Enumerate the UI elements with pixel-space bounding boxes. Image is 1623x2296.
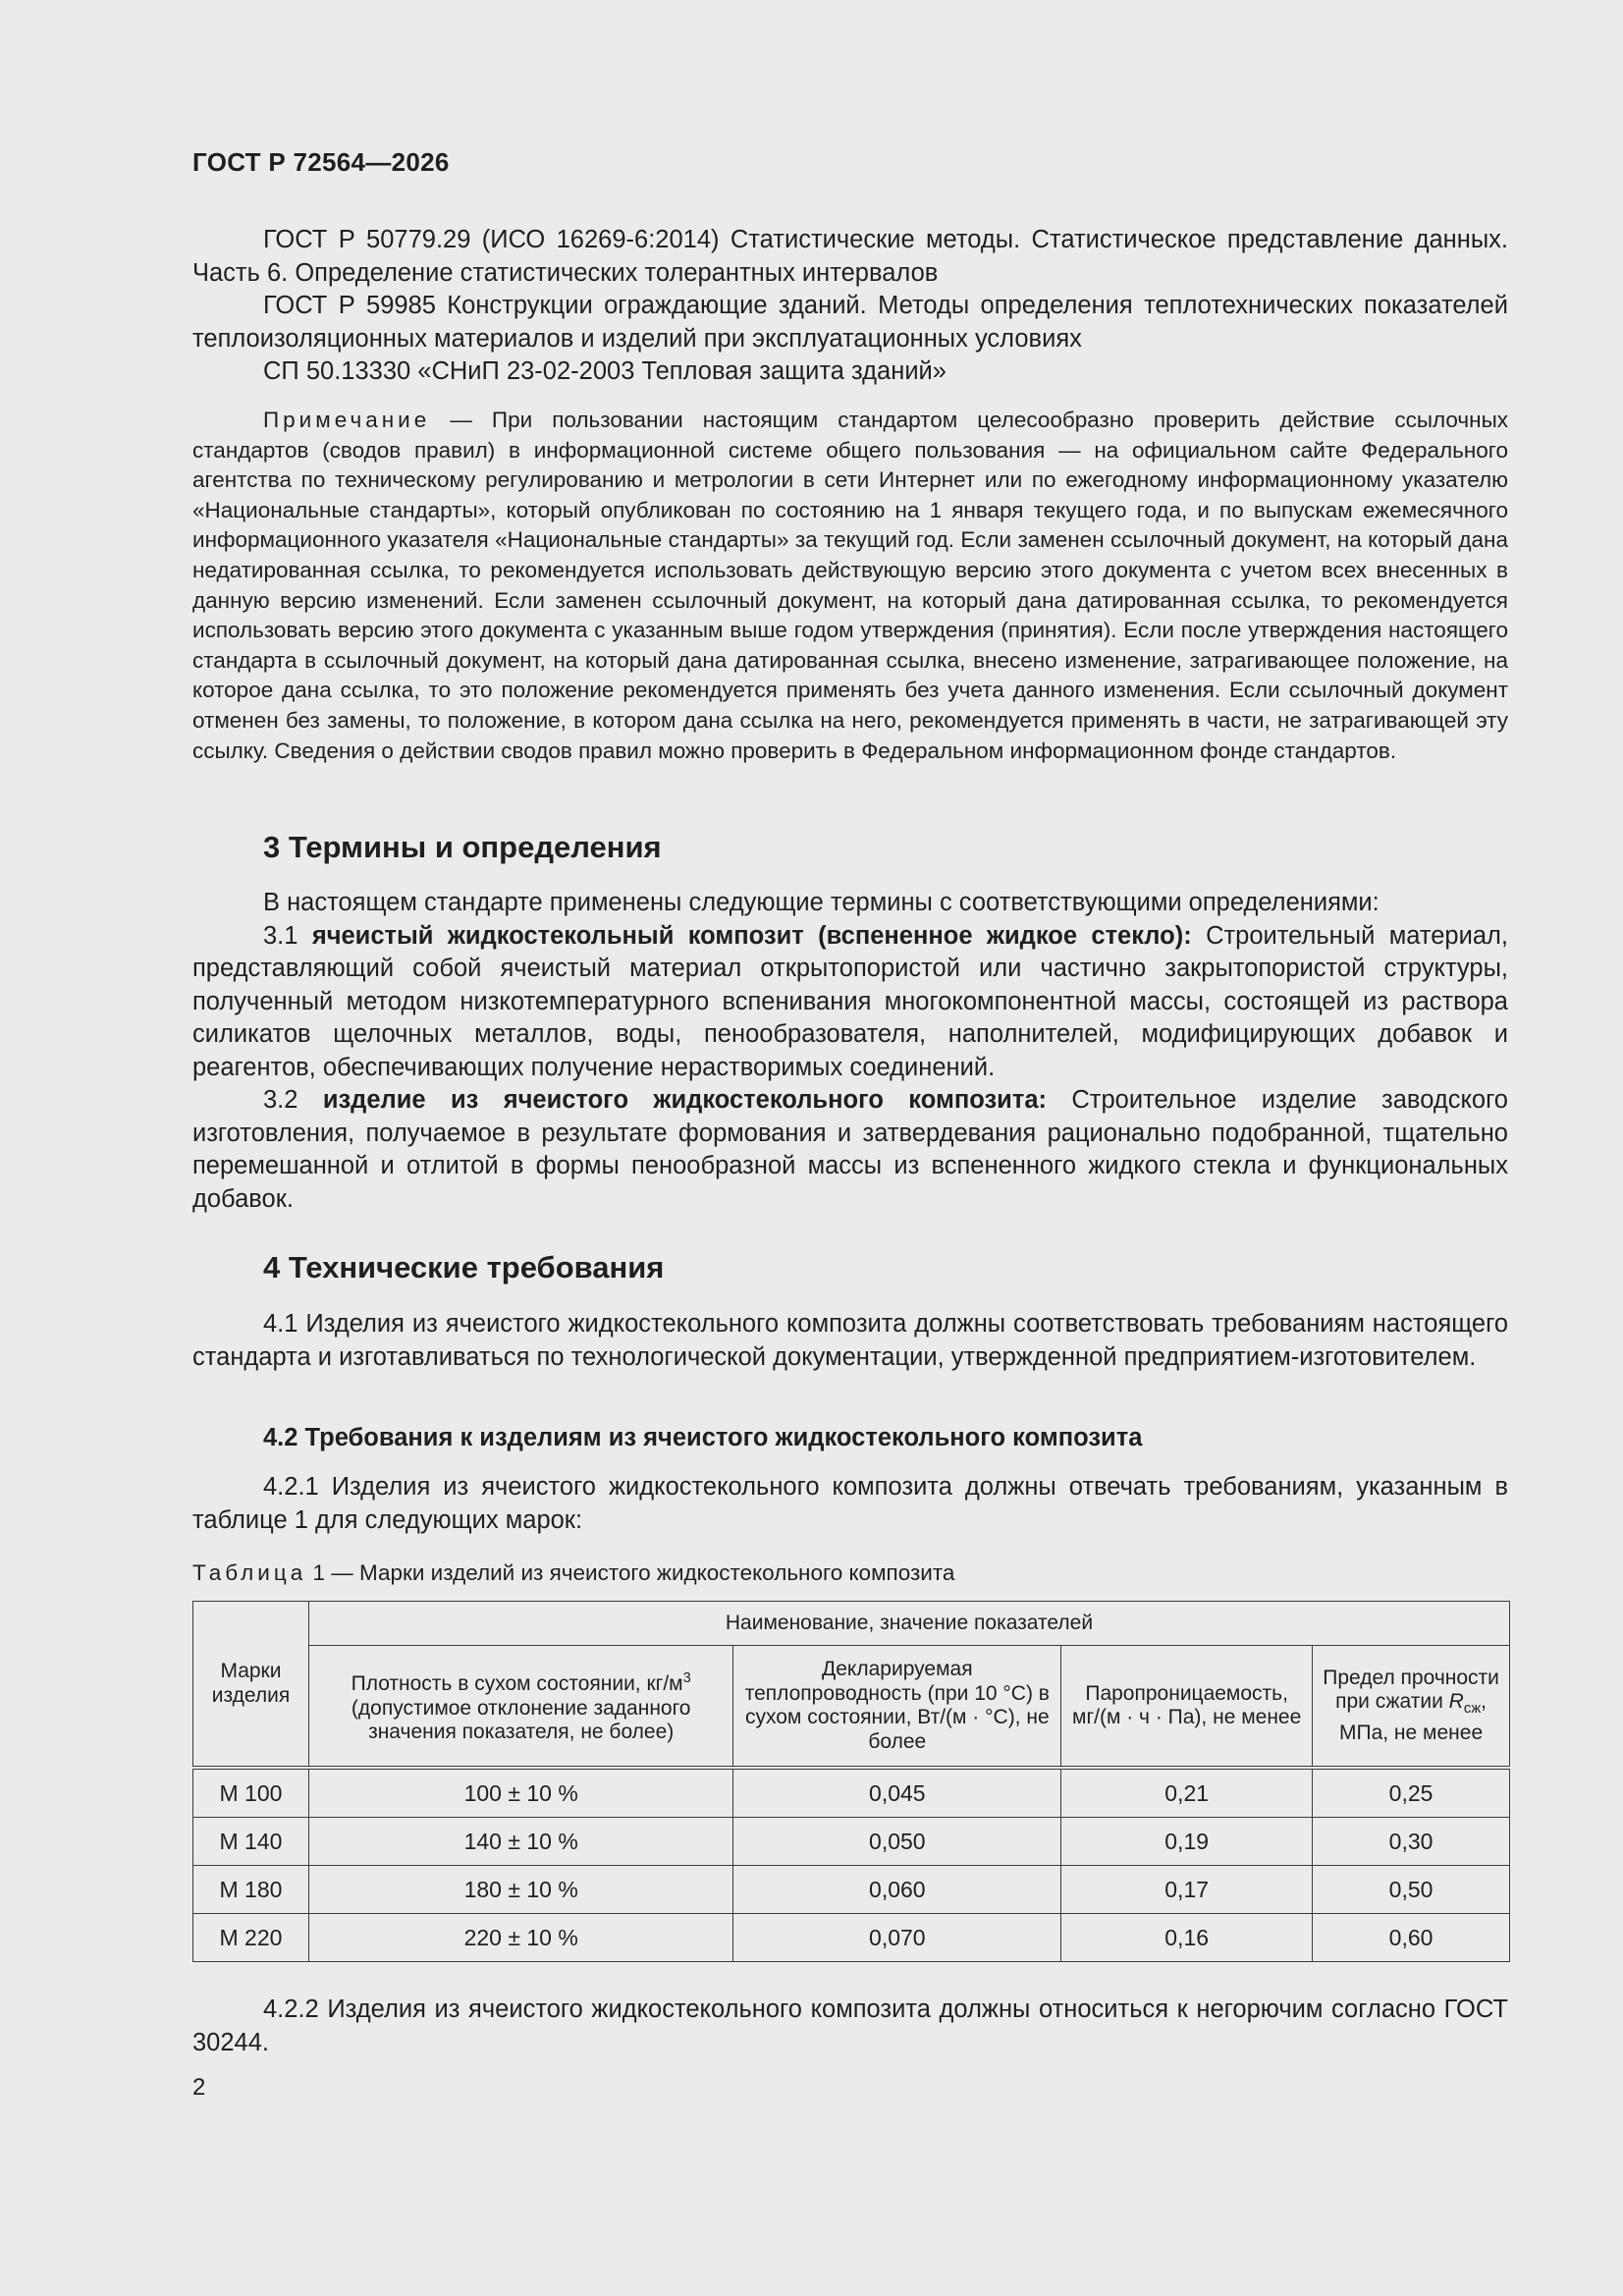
section-3-title: 3 Термины и определения [263, 830, 662, 864]
term-definition: Строительное изделие заводского изготовления, получаемое в результате формования и затвердевания рационально подобранной, тщательно перемешанной и отлитой в формы пенообразной массы из вспененного жидкого стекла и функциональных добавок. [192, 1086, 1508, 1213]
section-3-intro: В настоящем стандарте применены следующие термины с соответствующими определениями: [263, 889, 1380, 916]
note-text: — При пользовании настоящим стандартом целесообразно проверить действие ссылочных стандартов (сводов правил) в информационной системе общего пользования — на официальном сайте Федерального агентства по техническому регулированию и метрологии в сети Интернет или по ежегодному информационному указателю «Национальные стандарты», который опубликован по состоянию на 1 января текущего года, и по выпускам ежемесячного информационного указателя «Национальные стандарты» за текущий год. Если заменен ссылочный документ, на который дана недатированная ссылка, то рекомендуется использовать действующую версию этого документа с учетом всех внесенных в данную версию изменений. Если заменен ссылочный документ, на который дана датированная ссылка, то рекомендуется использовать версию этого документа с указанным выше годом утверждения (принятия). Если после утверждения настоящего стандарта в ссылочный документ, на который дана датированная ссылка, внесено изменение, затрагивающее положение, на которое дана ссылка, то это положение рекомендуется применять без учета данного изменения. Если ссылочный документ отменен без замены, то положение, в котором дана ссылка на него, рекомендуется применять в части, не затрагивающей эту ссылку. Сведения о действии сводов правил можно проверить в Федеральном информационном фонде стандартов. [192, 408, 1508, 763]
term-name: изделие из ячеистого жидкостекольного композита: [322, 1086, 1047, 1114]
page-number: 2 [192, 2074, 206, 2101]
paragraph-4-1: 4.1 Изделия из ячеистого жидкостекольного композита должны соответствовать требованиям настоящего стандарта и изготавливаться по технологической документации, утвержденной предприятием-изготовителем. [192, 1310, 1508, 1371]
term-definition: Строительный материал, представляющий собой ячеистый материал открытопористой или частично закрытопористой структуры, полученный методом низкотемпературного вспенивания многокомпонентной массы, состоящей из раствора силикатов щелочных металлов, воды, пенообразователя, наполнителей, модифицирующих добавок и реагентов, обеспечивающих получение нерастворимых соединений. [192, 921, 1508, 1081]
table-row: М 140 140 ± 10 % 0,050 0,19 0,30 [193, 1818, 1510, 1866]
section-4-1 [192, 1308, 1508, 1374]
term-3-2: 3.2 изделие из ячеистого жидкостекольного композита: Строительное изделие заводского изготовления, получаемое в результате формования и затвердевания рационально подобранной, тщательно перемешанной и отлитой в формы пенообразной массы из вспененного жидкого стекла и функциональных добавок. [192, 1086, 1508, 1213]
table-caption: Таблица 1 — Марки изделий из ячеистого жидкостекольного композита [192, 1560, 955, 1585]
reference-item: ГОСТ Р 50779.29 (ИСО 16269-6:2014) Статистические методы. Статистическое представление данных. Часть 6. Определение статистических толерантных интервалов [192, 226, 1508, 287]
header-mark: Марки изделия [193, 1602, 309, 1769]
term-name: ячеистый жидкостекольный композит (вспененное жидкое стекло): [311, 921, 1192, 950]
note-label: Примечание [263, 408, 431, 432]
table-row: М 100 100 ± 10 % 0,045 0,21 0,25 [193, 1768, 1510, 1818]
paragraph-4-2-1: 4.2.1 Изделия из ячеистого жидкостекольного композита должны отвечать требованиям, указанным в таблице 1 для следующих марок: [192, 1473, 1508, 1534]
term-3-1: 3.1 ячеистый жидкостекольный композит (вспененное жидкое стекло): Строительный материал, представляющий собой ячеистый материал открытопористой или частично закрытопористой структуры, полученный методом низкотемпературного вспенивания многокомпонентной массы, состоящей из раствора силикатов щелочных металлов, воды, пенообразователя, наполнителей, модифицирующих добавок и реагентов, обеспечивающих получение нерастворимых соединений. [192, 921, 1508, 1081]
document-header: ГОСТ Р 72564—2026 [192, 147, 450, 177]
header-conductivity: Декларируемая теплопроводность (при 10 °С) в сухом состоянии, Вт/(м · °С), не более [733, 1646, 1061, 1769]
reference-item: ГОСТ Р 59985 Конструкции ограждающие зданий. Методы определения теплотехнических показателей теплоизоляционных материалов и изделий при эксплуатационных условиях [192, 292, 1508, 353]
table-1 [192, 1601, 1510, 1962]
section-4-title: 4 Технические требования [263, 1250, 665, 1285]
header-group: Наименование, значение показателей [308, 1602, 1509, 1646]
reference-item: СП 50.13330 «СНиП 23-02-2003 Тепловая защита зданий» [263, 357, 947, 385]
subsection-4-2-title: 4.2 Требования к изделиям из ячеистого жидкостекольного композита [263, 1424, 1143, 1451]
table-row: М 220 220 ± 10 % 0,070 0,16 0,60 [193, 1914, 1510, 1962]
normative-references [192, 224, 1508, 389]
paragraph-4-2-2: 4.2.2 Изделия из ячеистого жидкостекольного композита должны относиться к негорючим согласно ГОСТ 30244. [192, 1995, 1508, 2056]
header-density: Плотность в сухом состоянии, $кг/м^3$ (допустимое отклонение заданного значения показателя, не более) [308, 1646, 732, 1769]
section-4-2-1 [192, 1471, 1508, 1537]
header-strength: Предел прочности при сжатии $R_{сж}$, МПа, не менее [1313, 1646, 1510, 1769]
section-3-body [192, 887, 1508, 1216]
header-vapor: Паропроницаемость, мг/(м · ч · Па), не менее [1061, 1646, 1313, 1769]
note-block [192, 406, 1508, 766]
table-row: М 180 180 ± 10 % 0,060 0,17 0,50 [193, 1866, 1510, 1914]
section-4-2-2 [192, 1994, 1508, 2059]
